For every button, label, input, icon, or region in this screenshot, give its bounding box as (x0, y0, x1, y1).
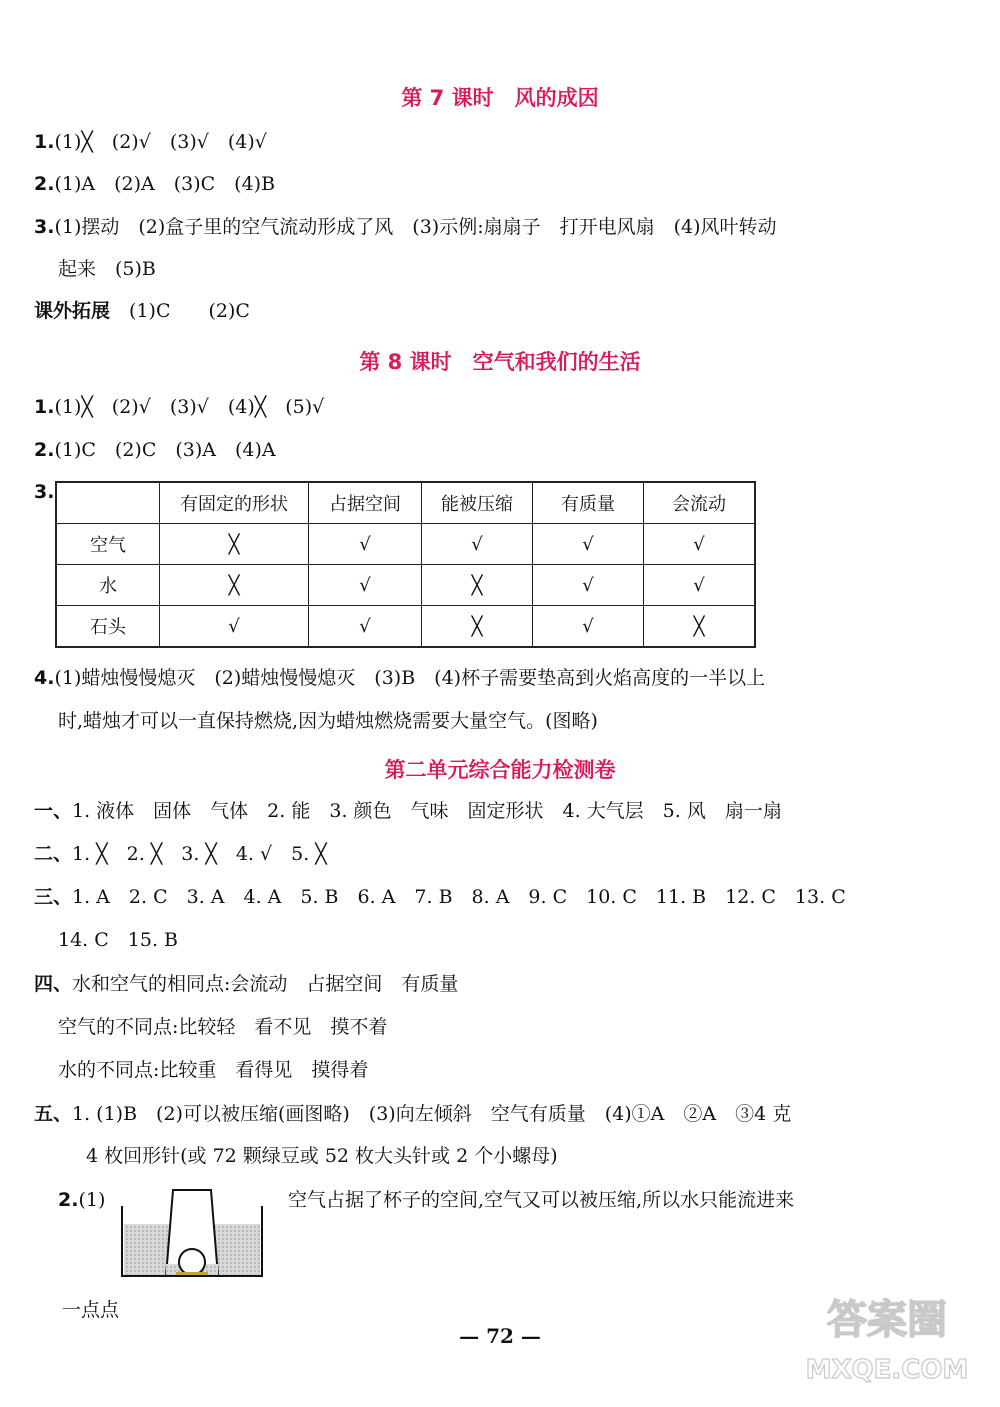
table-cell: 石头 (56, 606, 160, 648)
table-header: 占据空间 (309, 482, 422, 524)
answer-text: (1)C (2)C (3)A (4)A (54, 439, 276, 461)
section-label: 四、 (34, 973, 73, 995)
table-cell: √ (533, 565, 644, 606)
properties-table (55, 481, 756, 648)
lesson8-heading: 第 8 课时 空气和我们的生活 (359, 350, 641, 374)
section-label: 一、 (34, 800, 73, 822)
unit2-section5 (34, 1100, 791, 1128)
l7-q3 (34, 213, 777, 241)
answer-text: 水和空气的相同点:会流动 占据空间 有质量 (72, 973, 459, 995)
section-label: 二、 (34, 843, 73, 865)
table-cell: √ (533, 606, 644, 648)
answer-text: 1. (1)B (2)可以被压缩(画图略) (3)向左倾斜 空气有质量 (4)①A ②A ③4 克 (72, 1103, 792, 1125)
answer-text: (1)摆动 (2)盒子里的空气流动形成了风 (3)示例:扇扇子 打开电风扇 (4)风叶转动 (54, 216, 777, 238)
table-header-row (56, 482, 755, 524)
l8-q2 (34, 436, 276, 464)
section-label: 三、 (34, 886, 73, 908)
cup-in-water-diagram (118, 1186, 268, 1282)
table-header: 会流动 (644, 482, 756, 524)
l7-q3-cont: 起来 (5)B (58, 258, 156, 280)
table-cell: √ (533, 524, 644, 565)
unit2-section3-cont: 14. C 15. B (58, 929, 179, 951)
unit2-q2-answer-cont: 一点点 (62, 1299, 120, 1321)
l8-q4-cont: 时,蜡烛才可以一直保持燃烧,因为蜡烛燃烧需要大量空气。(图略) (58, 710, 598, 732)
q-number: 3. (34, 216, 55, 238)
page-number: — 72 — (459, 1324, 541, 1348)
unit2-heading: 第二单元综合能力检测卷 (384, 758, 616, 782)
unit2-q2-answer: 空气占据了杯子的空间,空气又可以被压缩,所以水只能流进来 (288, 1189, 795, 1211)
answer-text: 1. A 2. C 3. A 4. A 5. B 6. A 7. B 8. A 9. C 10. C 11. B 12. C 13. C (72, 886, 846, 908)
answer-text: (1)A (2)A (3)C (4)B (54, 173, 276, 195)
section-label: 五、 (34, 1103, 73, 1125)
table-header: 能被压缩 (422, 482, 533, 524)
unit2-section1 (34, 797, 782, 825)
table-cell: ╳ (160, 565, 309, 606)
l7-q2 (34, 170, 275, 198)
table-cell: √ (309, 565, 422, 606)
l8-q4 (34, 664, 765, 692)
unit2-section5-cont: 4 枚回形针(或 72 颗绿豆或 52 枚大头针或 2 个小螺母) (86, 1145, 558, 1167)
q-number: 2. (58, 1189, 79, 1211)
q-number: 1. (34, 131, 55, 153)
q-number: 4. (34, 667, 55, 689)
answer-text: 1. ╳ 2. ╳ 3. ╳ 4. √ 5. ╳ (72, 843, 327, 865)
unit2-q2 (58, 1186, 105, 1214)
table-cell: ╳ (422, 606, 533, 648)
table-header (56, 482, 160, 524)
answer-text: (1)╳ (2)√ (3)√ (4)╳ (5)√ (54, 396, 325, 418)
table-cell: ╳ (160, 524, 309, 565)
table-cell: 空气 (56, 524, 160, 565)
table-row (56, 565, 755, 606)
answer-text: (1)蜡烛慢慢熄灭 (2)蜡烛慢慢熄灭 (3)B (4)杯子需要垫高到火焰高度的一半以上 (54, 667, 766, 689)
answer-text: (1)C (2)C (129, 300, 250, 322)
table-cell: ╳ (644, 606, 756, 648)
q-number: 3. (34, 481, 55, 503)
table-row (56, 606, 755, 648)
table-cell: √ (309, 524, 422, 565)
table-header: 有质量 (533, 482, 644, 524)
unit2-section2 (34, 840, 327, 868)
svg-text:MXQE.COM: MXQE.COM (805, 1355, 969, 1385)
q-number: 1. (34, 396, 55, 418)
sub-number: (1) (78, 1189, 106, 1211)
extension-label: 课外拓展 (34, 300, 111, 322)
unit2-section4-air: 空气的不同点:比较轻 看不见 摸不着 (58, 1016, 388, 1038)
table-cell: √ (644, 565, 756, 606)
table-cell: √ (309, 606, 422, 648)
l8-q1 (34, 393, 324, 421)
l7-extension (34, 297, 250, 325)
table-cell: 水 (56, 565, 160, 606)
unit2-section3 (34, 883, 846, 911)
table-cell: √ (644, 524, 756, 565)
watermark-logo (792, 1283, 982, 1393)
unit2-section4 (34, 970, 458, 998)
l7-q1 (34, 128, 267, 156)
lesson7-heading: 第 7 课时 风的成因 (401, 86, 599, 110)
table-row (56, 524, 755, 565)
q-number: 2. (34, 173, 55, 195)
table-cell: ╳ (422, 565, 533, 606)
table-cell: √ (422, 524, 533, 565)
q-number: 2. (34, 439, 55, 461)
table-cell: √ (160, 606, 309, 648)
svg-text:答案圈: 答案圈 (827, 1297, 947, 1343)
table-header: 有固定的形状 (160, 482, 309, 524)
answer-text: (1)╳ (2)√ (3)√ (4)√ (54, 131, 267, 153)
unit2-section4-water: 水的不同点:比较重 看得见 摸得着 (58, 1059, 369, 1081)
answer-text: 1. 液体 固体 气体 2. 能 3. 颜色 气味 固定形状 4. 大气层 5. 风 扇一扇 (72, 800, 782, 822)
l8-q3 (34, 478, 54, 506)
